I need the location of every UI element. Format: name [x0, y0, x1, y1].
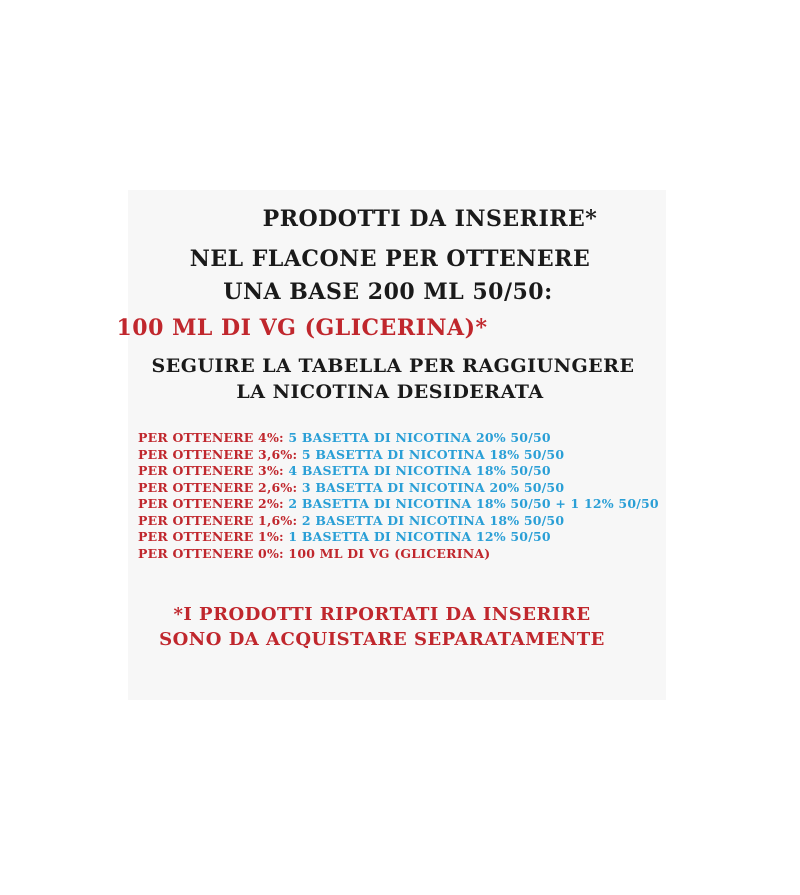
nicotine-table [138, 430, 698, 562]
table-row [138, 463, 698, 480]
heading-line-2: NEL FLACONE PER OTTENERE [189, 246, 591, 272]
row-label: PER OTTENERE 1%: [138, 529, 284, 544]
row-label: PER OTTENERE 2,6%: [138, 479, 298, 495]
table-row [138, 447, 698, 464]
row-value: 1 BASETTA DI NICOTINA 12% 50/50 [288, 529, 551, 544]
table-row [138, 480, 698, 497]
heading-line-1: PRODOTTI DA INSERIRE* [262, 206, 598, 232]
row-value: 2 BASETTA DI NICOTINA 18% 50/50 [301, 512, 565, 528]
table-row [138, 513, 698, 530]
table-row [138, 529, 698, 546]
subheading-line-2: LA NICOTINA DESIDERATA [236, 381, 544, 403]
row-value: 5 BASETTA DI NICOTINA 18% 50/50 [301, 446, 565, 462]
row-label: PER OTTENERE 1,6%: [138, 512, 298, 528]
footnote-line-1: *I PRODOTTI RIPORTATI DA INSERIRE [173, 604, 591, 625]
heading-glicerina: 100 ML DI VG (GLICERINA)* [116, 315, 488, 341]
table-row [138, 546, 698, 563]
heading-line-3: UNA BASE 200 ML 50/50: [223, 279, 553, 305]
table-row [138, 496, 698, 513]
table-row [138, 430, 698, 447]
row-label: PER OTTENERE 0%: [138, 545, 284, 561]
subheading-line-1: SEGUIRE LA TABELLA PER RAGGIUNGERE [151, 355, 635, 377]
row-label: PER OTTENERE 4%: [138, 430, 284, 445]
row-label: PER OTTENERE 2%: [138, 496, 284, 511]
row-value: 5 BASETTA DI NICOTINA 20% 50/50 [288, 430, 551, 445]
row-value: 2 BASETTA DI NICOTINA 18% 50/50 + 1 12% 50/50 [288, 496, 659, 511]
row-value: 100 ML DI VG (GLICERINA) [288, 545, 491, 561]
row-value: 3 BASETTA DI NICOTINA 20% 50/50 [301, 479, 565, 495]
row-value: 4 BASETTA DI NICOTINA 18% 50/50 [288, 463, 551, 478]
row-label: PER OTTENERE 3,6%: [138, 446, 298, 462]
row-label: PER OTTENERE 3%: [138, 463, 284, 478]
footnote-line-2: SONO DA ACQUISTARE SEPARATAMENTE [159, 629, 605, 650]
